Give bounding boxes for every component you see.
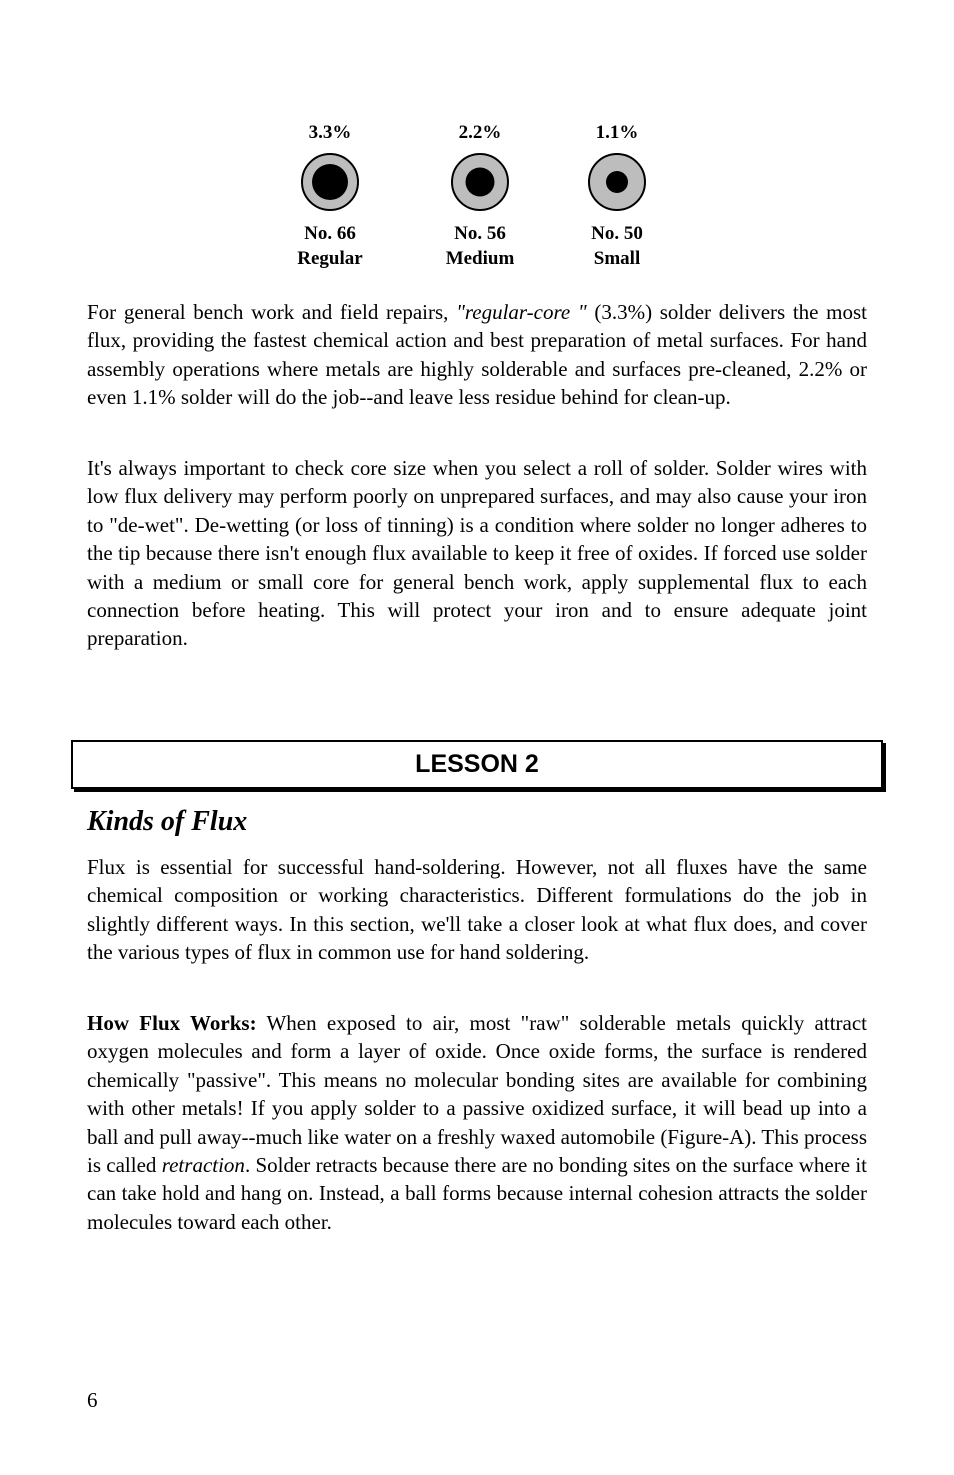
section-title: Kinds of Flux xyxy=(87,806,248,837)
core-name: Small xyxy=(593,248,641,269)
text-run: . Solder retracts because there are no bonding sites on the surface where it can take hold and hang on. Instead, a ball forms because internal cohesion attracts the solder molecules toward each other. xyxy=(87,1153,868,1234)
text-run: When exposed to air, most "raw" solderable metals quickly attract oxygen molecules and form a layer of oxide. Once oxide forms, the surface is rendered chemically "passive". This means no molecular bonding sites are available for combining with other metals! If you apply solder to a passive oxidized surface, it will bead up into a ball and pull away--much like water on a freshly waxed automobile (Figure-A). This process is called xyxy=(87,1011,868,1178)
core-percent: 1.1% xyxy=(595,122,639,143)
solder-core-icon xyxy=(301,153,359,211)
core-percent: 3.3% xyxy=(308,122,352,143)
core-name: Regular xyxy=(297,248,363,269)
core-percent: 2.2% xyxy=(458,122,502,143)
italic-term: "regular-core " xyxy=(456,300,587,324)
flux-core-icon xyxy=(606,171,628,193)
core-size-regular xyxy=(270,120,390,271)
core-number: No. 50 xyxy=(591,223,643,244)
text-run: (3.3%) solder delivers the most flux, providing the fastest chemical action and best preparation of metal surfaces. For hand assembly operations where metals are highly solderable and surfaces pre-cleaned, 2.2% or even 1.1% solder will do the job--and leave less residue behind for clean-up. xyxy=(87,300,867,410)
flux-core-icon xyxy=(312,164,348,200)
solder-core-icon xyxy=(451,153,509,211)
core-number: No. 56 xyxy=(454,223,506,244)
page-number: 6 xyxy=(87,1388,98,1412)
paragraph-core-size-check: It's always important to check core size when you select a roll of solder. Solder wires with low flux delivery may perform poorly on unprepared surfaces, and may also cause your iron to "de-wet". De-wetting (or loss of tinning) is a condition where solder no longer adheres to the tip because there isn't enough flux available to keep it free of oxides. If forced use solder with a medium or small core for general bench work, apply supplemental flux to each connection before heating. This will protect your iron and to ensure adequate joint preparation. xyxy=(87,456,867,651)
paragraph-core-selection xyxy=(87,298,867,412)
core-number: No. 66 xyxy=(304,223,356,244)
italic-term: retraction xyxy=(161,1153,245,1178)
run-in-heading: How Flux Works: xyxy=(87,1011,257,1035)
solder-core-icon xyxy=(588,153,646,211)
core-size-small xyxy=(557,120,677,271)
core-size-medium xyxy=(420,120,540,271)
paragraph-flux-intro: Flux is essential for successful hand-soldering. However, not all fluxes have the same chemical composition or working characteristics. Different formulations do the job in slightly different ways. In this section, we'll take a closer look at what flux does, and cover the various types of flux in common use for hand soldering. xyxy=(87,855,867,965)
text-run: For general bench work and field repairs, xyxy=(87,300,457,324)
core-name: Medium xyxy=(445,248,515,269)
paragraph-how-flux-works xyxy=(87,1009,867,1236)
lesson-banner: LESSON 2 xyxy=(71,740,883,789)
flux-core-icon xyxy=(466,168,495,197)
